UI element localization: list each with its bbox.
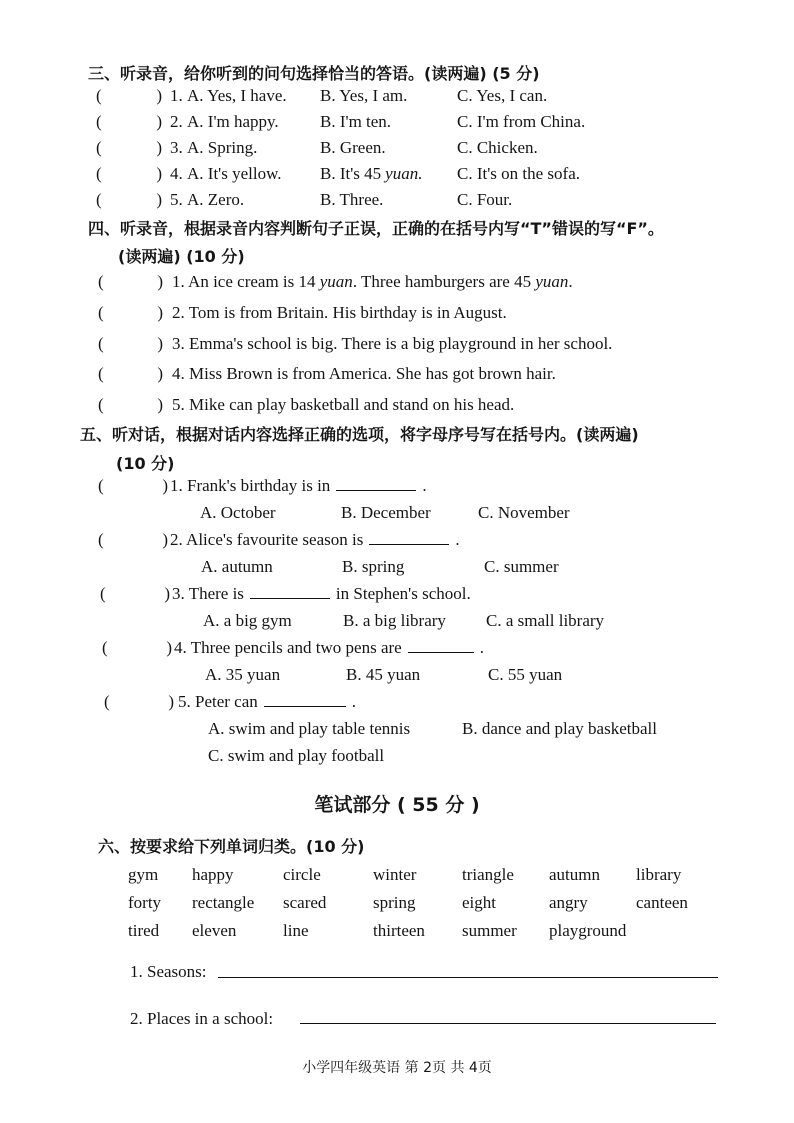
answer-blank[interactable] — [264, 705, 346, 707]
question-tail: . — [422, 476, 427, 495]
question — [174, 638, 484, 658]
question-number: 3. — [170, 138, 183, 157]
option-c: C. It's on the sofa. — [457, 164, 580, 183]
option-a: A. Yes, I have. — [187, 86, 287, 105]
bracket-close: ) — [164, 584, 170, 603]
option-b — [320, 164, 422, 184]
section3-title: 三、听录音，给你听到的问句选择恰当的答语。(读两遍) (5 分) — [88, 64, 540, 83]
section5-title-line2: (10 分) — [116, 454, 175, 473]
bracket-open: ( — [104, 692, 110, 711]
answer-blank[interactable] — [408, 651, 474, 653]
bracket-open: ( — [98, 364, 104, 383]
answer-blank[interactable] — [250, 597, 330, 599]
word-forty: forty — [128, 893, 162, 912]
option-b-text: B. Green. — [320, 138, 386, 157]
word-playground: playground — [549, 921, 627, 940]
question-number: 4. — [170, 164, 183, 183]
option-b[interactable]: B. December — [341, 503, 431, 522]
statement: 2. Tom is from Britain. His birthday is in August. — [172, 303, 507, 322]
question-text: 4. Three pencils and two pens are — [174, 638, 402, 657]
bracket-close: ) — [156, 164, 162, 183]
option-a: A. It's yellow. — [187, 164, 282, 183]
option-b — [320, 190, 383, 210]
option-b[interactable]: B. 45 yuan — [346, 665, 421, 684]
option-b-unit: yuan. — [385, 164, 423, 183]
bracket-close: ) — [166, 638, 172, 657]
question-text: 2. Alice's favourite season is — [170, 530, 364, 549]
statement-part: 1. An ice cream is 14 — [172, 272, 320, 291]
option-a: A. Zero. — [187, 190, 245, 209]
option-c: C. Yes, I can. — [457, 86, 548, 105]
bracket-open: ( — [96, 86, 102, 105]
answer-blank[interactable] — [336, 489, 416, 491]
statement-part: . — [568, 272, 573, 291]
places-answer-line[interactable] — [300, 1023, 716, 1024]
bracket-close: ) — [156, 190, 162, 209]
option-a[interactable]: A. 35 yuan — [205, 665, 281, 684]
bracket-open: ( — [96, 190, 102, 209]
option-b-text: B. It's 45 — [320, 164, 382, 183]
word-scared: scared — [283, 893, 327, 912]
word-summer: summer — [462, 921, 517, 940]
question — [178, 692, 356, 712]
bracket-close: ) — [157, 395, 163, 414]
option-c[interactable]: C. November — [478, 503, 570, 522]
statement — [172, 272, 573, 292]
word-winter: winter — [373, 865, 417, 884]
word-tired: tired — [128, 921, 160, 940]
bracket-close: ) — [156, 86, 162, 105]
question — [170, 530, 460, 550]
option-c: C. I'm from China. — [457, 112, 586, 131]
bracket-open: ( — [98, 303, 104, 322]
question-tail: in Stephen's school. — [335, 584, 471, 603]
question-number: 1. — [170, 86, 183, 105]
bracket-close: ) — [157, 334, 163, 353]
word-line: line — [283, 921, 309, 940]
bracket-open: ( — [96, 112, 102, 131]
bracket-open: ( — [98, 395, 104, 414]
bracket-open: ( — [96, 138, 102, 157]
option-c: C. Chicken. — [457, 138, 538, 157]
option-b — [320, 138, 386, 158]
question-number: 5. — [170, 190, 183, 209]
word-thirteen: thirteen — [373, 921, 425, 940]
bracket-close: ) — [162, 476, 168, 495]
bracket-open: ( — [98, 476, 104, 495]
answer-blank[interactable] — [369, 543, 449, 545]
statement: 5. Mike can play basketball and stand on his head. — [172, 395, 515, 414]
option-a: A. Spring. — [187, 138, 258, 157]
question-text: 3. There is — [172, 584, 244, 603]
question-tail: . — [351, 692, 357, 711]
option-b[interactable]: B. dance and play basketball — [462, 719, 657, 738]
option-c[interactable]: C. a small library — [486, 611, 605, 630]
word-rectangle: rectangle — [192, 893, 255, 912]
option-b-text: B. I'm ten. — [320, 112, 392, 131]
bracket-open: ( — [98, 530, 104, 549]
word-eight: eight — [462, 893, 496, 912]
word-gym: gym — [128, 865, 159, 884]
word-happy: happy — [192, 865, 234, 884]
section6-title: 六、按要求给下列单词归类。(10 分) — [98, 837, 365, 856]
bracket-open: ( — [98, 334, 104, 353]
seasons-answer-line[interactable] — [218, 977, 718, 978]
word-library: library — [636, 865, 682, 884]
statement-part: . Three hamburgers are 45 — [352, 272, 536, 291]
option-b — [320, 86, 407, 106]
word-angry: angry — [549, 893, 588, 912]
option-a[interactable]: A. autumn — [201, 557, 273, 576]
bracket-close: ) — [156, 112, 162, 131]
word-eleven: eleven — [192, 921, 237, 940]
bracket-close: ) — [168, 692, 174, 711]
bracket-close: ) — [157, 364, 163, 383]
bracket-open: ( — [102, 638, 108, 657]
question-tail: . — [479, 638, 484, 657]
bracket-open: ( — [96, 164, 102, 183]
statement-unit: yuan — [535, 272, 569, 291]
option-b-text: B. Yes, I am. — [320, 86, 408, 105]
page-footer: 小学四年级英语 第 2页 共 4页 — [302, 1060, 492, 1076]
statement: 3. Emma's school is big. There is a big playground in her school. — [172, 334, 613, 353]
option-a[interactable]: A. swim and play table tennis — [208, 719, 411, 738]
option-b-text: B. Three. — [320, 190, 384, 209]
bracket-open: ( — [100, 584, 106, 603]
word-triangle: triangle — [462, 865, 514, 884]
written-part-heading: 笔试部分 ( 55 分 ) — [314, 794, 480, 816]
bracket-close: ) — [157, 272, 163, 291]
bracket-open: ( — [98, 272, 104, 291]
section4-title-line2: (读两遍) (10 分) — [118, 247, 245, 266]
option-a[interactable]: A. a big gym — [203, 611, 292, 630]
word-circle: circle — [283, 865, 321, 884]
option-c[interactable]: C. 55 yuan — [488, 665, 563, 684]
bracket-close: ) — [157, 303, 163, 322]
places-label: 2. Places in a school: — [130, 1009, 274, 1028]
option-c[interactable]: C. summer — [484, 557, 559, 576]
question — [172, 584, 471, 604]
option-c[interactable]: C. swim and play football — [208, 746, 385, 765]
option-a: A. I'm happy. — [187, 112, 279, 131]
option-a[interactable]: A. October — [200, 503, 276, 522]
bracket-close: ) — [162, 530, 168, 549]
option-c: C. Four. — [457, 190, 513, 209]
question-number: 2. — [170, 112, 183, 131]
statement-unit: yuan — [319, 272, 353, 291]
word-spring: spring — [373, 893, 416, 912]
question-tail: . — [455, 530, 460, 549]
option-b[interactable]: B. spring — [342, 557, 405, 576]
statement: 4. Miss Brown is from America. She has got brown hair. — [172, 364, 556, 383]
seasons-label: 1. Seasons: — [130, 962, 207, 981]
question-text: 5. Peter can — [178, 692, 258, 711]
option-b — [320, 112, 391, 132]
option-b[interactable]: B. a big library — [343, 611, 446, 630]
section4-title-line1: 四、听录音，根据录音内容判断句子正误，正确的在括号内写“T”错误的写“F”。 — [88, 219, 664, 238]
word-autumn: autumn — [549, 865, 600, 884]
question-text: 1. Frank's birthday is in — [170, 476, 331, 495]
question — [170, 476, 427, 496]
section5-title-line1: 五、听对话，根据对话内容选择正确的选项，将字母序号写在括号内。(读两遍) — [80, 425, 639, 444]
bracket-close: ) — [156, 138, 162, 157]
word-canteen: canteen — [636, 893, 688, 912]
